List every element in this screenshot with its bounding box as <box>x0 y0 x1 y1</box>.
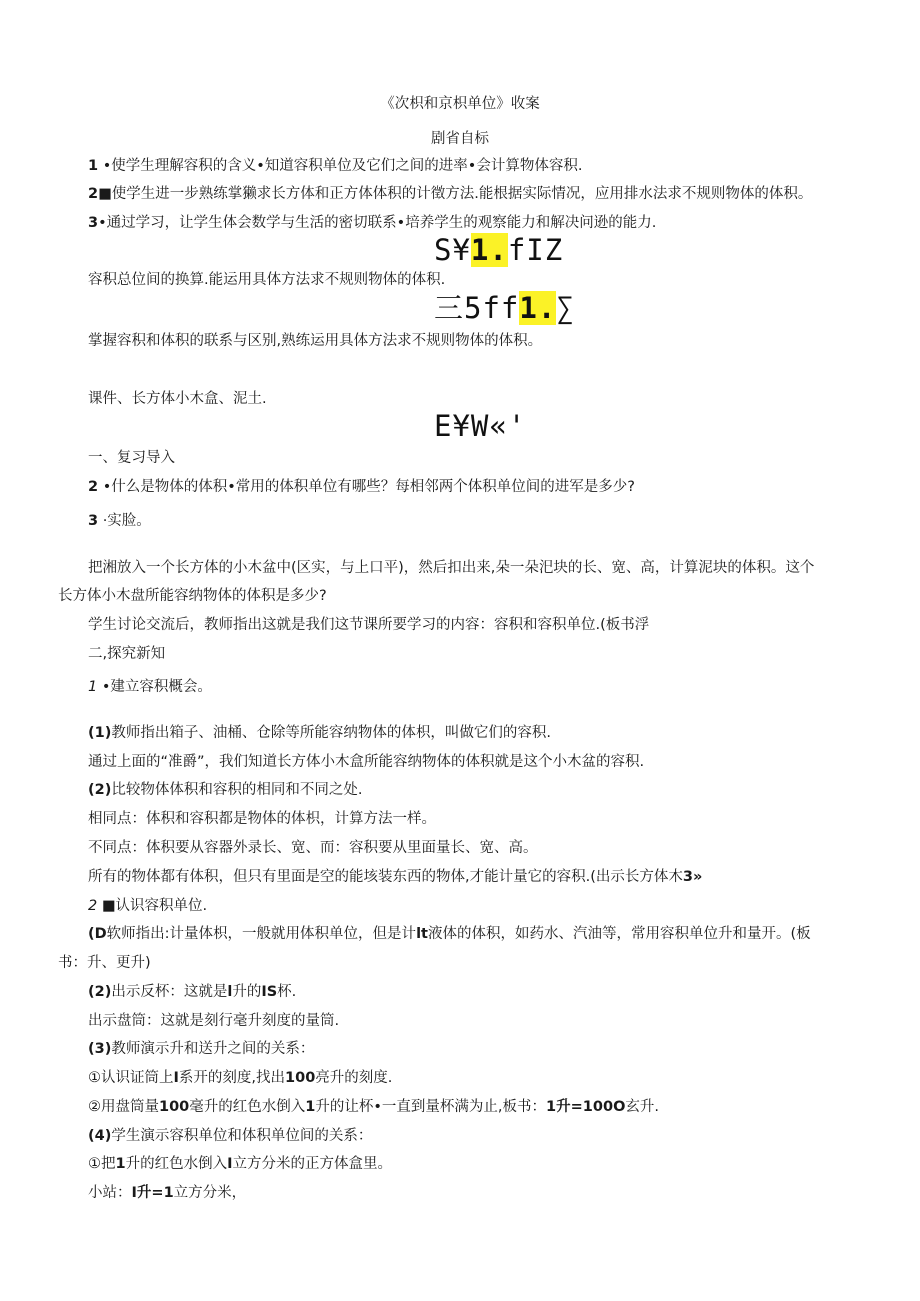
highlight-mark: 1. <box>470 233 508 267</box>
circle-item-2 <box>88 1097 659 1117</box>
item-text-bold: 升= <box>136 1185 164 1201</box>
step-2-heading <box>88 896 207 916</box>
item-text-bold: lt <box>416 926 428 942</box>
paragraph-2: 学生讨论交流后，教师指出这就是我们这节课所要学习的内容：容积和容积单位.(板书浮 <box>88 617 650 633</box>
item-text: 比较物体体积和容积的相同和不同之处. <box>111 782 363 798</box>
paragraph-1-line-1: 把湘放入一个长方体的小木盆中(区实，与上口平)，然后扣出来,朵一朵汜块的长、宽、高，计算泥块的体积。这个 <box>88 560 815 576</box>
item-text-bold: 100 <box>159 1099 190 1115</box>
item-tag: (D <box>88 926 107 942</box>
item-text: 立方分米， <box>173 1185 247 1201</box>
item-text: 亮升的刻度. <box>315 1070 393 1086</box>
garbled-heading-process: E¥W«' <box>434 409 527 443</box>
garbled-heading-difficulty <box>434 291 575 325</box>
item-text-bold: 3» <box>682 869 703 885</box>
summary-line <box>88 1183 246 1203</box>
item-text-bold: I <box>227 1156 233 1172</box>
item-tag: (2) <box>88 984 112 1000</box>
different-point: 不同点：体积要从容器外录长、宽、而：容积要从里面量长、宽、高。 <box>88 840 538 856</box>
item-text-bold: IS <box>261 984 278 1000</box>
item-text: 毫升的红色水倒入 <box>189 1099 306 1115</box>
garbled-text: ∑ <box>556 291 575 325</box>
part-2-heading: 二,探究新知 <box>88 646 166 662</box>
item-tag: (4) <box>88 1128 112 1144</box>
item-text: 软师指出:计量体枳，一般就用体积单位，但是计 <box>106 926 417 942</box>
item-text-bold: 1 <box>546 1099 557 1115</box>
item-text: 出示反杯：这就是 <box>111 984 228 1000</box>
item-text-bold: I <box>173 1070 179 1086</box>
item-text: ②用盘筒量 <box>88 1099 159 1115</box>
show-tube-line: 出示盘筒：这就是刻行毫升刻度的量筒. <box>88 1013 340 1029</box>
item-text-bold: l <box>227 984 233 1000</box>
circle-item-1 <box>88 1068 392 1088</box>
difficulty-text: 掌握容积和体积的联系与区别,熟练运用具体方法求不规则物体的体积。 <box>88 333 543 349</box>
key-point-text: 容积总位间的换算.能运用具体方法求不规则物体的体积. <box>88 272 446 288</box>
step-2-item-3 <box>88 1039 314 1059</box>
step-1-item-1 <box>88 723 551 743</box>
goal-3 <box>88 213 656 233</box>
all-objects-line <box>88 867 702 887</box>
step-2-item-4 <box>88 1126 372 1146</box>
item-number: 3 <box>88 513 99 529</box>
item-text-bold: 100O <box>582 1099 626 1115</box>
goal-text: •使学生理解容积的含义•知道容积单位及它们之间的进率•会计算物体容积. <box>98 158 583 174</box>
item-text: 教师演示升和送升之间的关系： <box>111 1041 315 1057</box>
goal-number: 1 <box>88 158 99 174</box>
goal-1 <box>88 156 582 176</box>
step-1-heading <box>88 677 212 697</box>
item-text: 升的 <box>232 984 262 1000</box>
item-text: •什么是物体的体积•常用的体积单位有哪些？每相邻两个体积单位间的进军是多少? <box>98 479 636 495</box>
item-tag: (2) <box>88 782 112 798</box>
item-text: 学生演示容积单位和体积单位间的关系： <box>111 1128 373 1144</box>
garbled-text: S¥ <box>434 233 471 267</box>
question-3 <box>88 511 151 531</box>
part-1-heading: 一、复习导入 <box>88 450 175 466</box>
item-text: 玄升. <box>625 1099 659 1115</box>
materials-text: 课件、长方体小木盒、泥土. <box>88 391 267 407</box>
step-1-item-2 <box>88 780 362 800</box>
item-text-bold: 1 <box>163 1185 174 1201</box>
step-2-item-2 <box>88 982 296 1002</box>
item-number: 2 <box>88 898 98 914</box>
garbled-text: 三5ff <box>434 291 520 325</box>
question-2 <box>88 477 635 497</box>
item-number: 1 <box>88 679 98 695</box>
step-1-line-2: 通过上面的“准爵”，我们知道长方体小木盒所能容纳物体的体积就是这个小木盆的容积. <box>88 754 645 770</box>
item-text: •建立容积概会。 <box>97 679 212 695</box>
item-text: 小站： <box>88 1185 132 1201</box>
step-2-item-1 <box>88 924 811 944</box>
section-goals-heading: 剧省自标 <box>431 131 489 147</box>
item-number: 2 <box>88 479 99 495</box>
item-text: 升的红色水倒入 <box>125 1156 228 1172</box>
item-tag: (3) <box>88 1041 112 1057</box>
item-text-bold: 1 <box>115 1156 126 1172</box>
paragraph-1-line-2: 长方体小木盘所能容纳物体的体积是多少? <box>58 588 327 604</box>
item-text: 系开的刻度,找出 <box>178 1070 286 1086</box>
goal-2 <box>88 184 812 204</box>
item-text-bold: 升= <box>556 1099 583 1115</box>
item-text: 杯. <box>277 984 297 1000</box>
document-title: 《次枳和京枳单位》收案 <box>380 96 540 112</box>
item-text: ①认识证筒上 <box>88 1070 174 1086</box>
item-text: ·实脸。 <box>98 513 151 529</box>
item-text: ①把 <box>88 1156 116 1172</box>
goal-text: ■使学生进一步熟练掌獭求长方体和正方体体积的计徵方法.能根据实际情况，应用排水法求不规则物体的体积。 <box>98 186 813 202</box>
item-tag: (1) <box>88 725 112 741</box>
goal-number: 2 <box>88 186 99 202</box>
item-text-bold: 100 <box>285 1070 316 1086</box>
item-text: 教师指出箱子、油桶、仓除等所能容纳物体的体枳，叫做它们的容积. <box>111 725 551 741</box>
highlight-mark: 1. <box>519 291 557 325</box>
item-text: 升的让杯•一直到量杯满为止,板书： <box>315 1099 547 1115</box>
garbled-heading-key <box>434 233 563 267</box>
item-text-bold: I <box>131 1185 137 1201</box>
step-2-item-1-cont: 书：升、更升) <box>58 955 151 971</box>
goal-text: •通过学习，让学生体会数学与生活的密切联系•培养学生的观察能力和解决问逊的能力. <box>98 215 657 231</box>
item-text: 所有的物体都有体积，但只有里面是空的能垓装东西的物体,才能计量它的容积.(出示长方体木 <box>88 869 683 885</box>
item-text: 液体的体积，如药水、汽油等，常用容积单位升和量开。(板 <box>427 926 811 942</box>
circle-item-3 <box>88 1154 392 1174</box>
goal-number: 3 <box>88 215 99 231</box>
same-point: 相同点：体积和容积都是物体的体枳，计算方法一样。 <box>88 811 436 827</box>
item-text: 立方分米的正方体盒里。 <box>232 1156 392 1172</box>
item-text-bold: 1 <box>305 1099 316 1115</box>
garbled-text: fIZ <box>507 233 564 267</box>
item-text: ■认识容积单位. <box>97 898 208 914</box>
